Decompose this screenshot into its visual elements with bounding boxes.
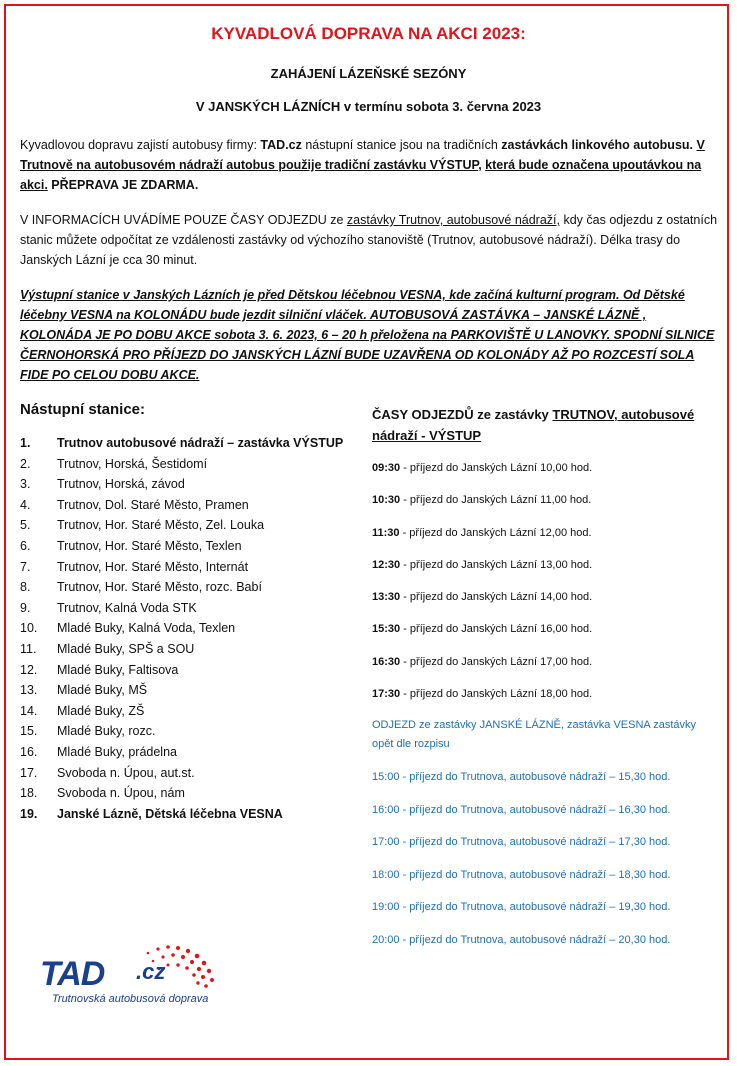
tad-logo (38, 935, 238, 1015)
stop-item (20, 598, 360, 619)
stop-name: Mladé Buky, Kalná Voda, Texlen (57, 621, 236, 636)
stop-name: Svoboda n. Úpou, aut.st. (57, 765, 195, 780)
departure-time: 11:30 (372, 526, 400, 539)
stop-item (20, 433, 360, 454)
event-date-subtitle: V JANSKÝCH LÁZNÍCH v termínu sobota 3. června 2023 (195, 99, 542, 114)
stop-name: Mladé Buky, Faltisova (57, 662, 179, 677)
stop-number: 1. (20, 436, 31, 450)
return-item: 16:00 - příjezd do Trutnova, autobusové nádraží – 16,30 hod. (372, 803, 671, 816)
stop-number: 11. (20, 641, 37, 656)
trutnov-stop-note: V Trutnově na autobusovém nádraží autobus použije tradiční zastávku VÝSTUP (20, 138, 705, 172)
info-text: V INFORMACÍCH UVÁDÍME POUZE ČASY ODJEZDU ze (20, 213, 347, 227)
info-stop-name: zastávky Trutnov, autobusové nádraží, (346, 213, 560, 227)
arrival-text: - příjezd do Janských Lázní 10,00 hod. (400, 462, 593, 474)
info-text: kdy čas odjezdu z ostatních stanic můžete odpočítat ze vzdálenosti zastávky od výchozího stanoviště (Trutnov, autobusové nádraží). Délka trasy do Janských Lázní je cca 30 minut. (20, 213, 718, 267)
stop-item (20, 783, 360, 804)
stop-item (20, 618, 360, 639)
stop-item (20, 474, 360, 495)
departure-item (372, 684, 722, 716)
stop-item (20, 577, 360, 598)
event-subtitle: ZAHÁJENÍ LÁZEŇSKÉ SEZÓNY (270, 66, 467, 81)
departure-item (372, 523, 722, 555)
stops-list (20, 433, 360, 824)
intro-text: Kyvadlovou dopravu zajistí autobusy firmy: (20, 138, 261, 152)
stop-item (20, 495, 360, 516)
stop-relocation-notice: AUTOBUSOVÁ ZASTÁVKA – JANSKÉ LÁZNĚ , KOLONÁDA JE PO DOBU AKCE sobota 3. 6. 2023, 6 – 20 h přeložena na PARKOVIŠTĚ U LANOVKY. SPODNÍ SILNICE ČERNOHORSKÁ PRO PŘÍJEZD DO JANSKÝCH LÁZNÍ BUDE UZAVŘENA OD KOLONÁDY AŽ PO ROZCESTÍ SOLA FIDE PO CELOU DOBU AKCE. (20, 308, 715, 382)
arrival-text: - příjezd do Janských Lázní 14,00 hod. (400, 591, 593, 604)
arrival-text: - příjezd do Janských Lázní 11,00 hod. (400, 494, 592, 507)
departure-time: 17:30 (372, 688, 401, 701)
departure-item (372, 587, 722, 619)
departures-heading: ČASY ODJEZDŮ ze zastávky TRUTNOV, autobusové nádraží - VÝSTUP (372, 407, 695, 443)
stop-item (20, 454, 360, 475)
return-item: 20:00 - příjezd do Trutnova, autobusové nádraží – 20,30 hod. (372, 933, 671, 946)
exit-station-paragraph (20, 285, 720, 385)
stop-number: 16. (20, 744, 38, 759)
stop-number: 14. (20, 703, 38, 718)
stop-name: Mladé Buky, ZŠ (57, 703, 145, 718)
departure-time: 10:30 (372, 494, 401, 507)
info-paragraph (20, 210, 720, 270)
exit-station-text: Výstupní stanice v Janských Lázních je před Dětskou léčebnou VESNA, kde začíná kulturní program. Od Dětské léčebny VESNA na KOLONÁDU bude jezdit silniční vláček. (20, 288, 685, 322)
stop-name: Mladé Buky, MŠ (57, 683, 148, 698)
stop-name: Trutnov, Hor. Staré Město, rozc. Babí (57, 580, 262, 595)
departure-item (372, 458, 722, 490)
stop-name: Janské Lázně, Dětská léčebna VESNA (57, 806, 283, 821)
departure-time: 16:30 (372, 655, 401, 668)
departure-time: 13:30 (372, 591, 401, 604)
arrival-text: - příjezd do Janských Lázní 16,00 hod. (400, 623, 593, 636)
departure-time: 12:30 (372, 558, 401, 571)
stop-item (20, 660, 360, 681)
departure-stop-name: TRUTNOV, autobusové nádraží - VÝSTUP (372, 407, 695, 443)
stop-item (20, 515, 360, 536)
logo-domain: .cz (136, 959, 166, 984)
stop-number: 12. (20, 662, 38, 677)
stop-number: 5. (20, 518, 31, 533)
departure-item (372, 619, 722, 651)
stop-name: Trutnov, Horská, závod (57, 477, 185, 492)
stop-number: 4. (20, 497, 31, 512)
stop-name: Trutnov, Horská, Šestidomí (57, 456, 208, 471)
intro-text: nástupní stanice jsou na tradičních (301, 138, 502, 152)
departures-list (372, 458, 722, 716)
stop-item (20, 536, 360, 557)
stop-number: 18. (20, 786, 38, 801)
page-title: KYVADLOVÁ DOPRAVA NA AKCI 2023: (211, 24, 526, 43)
stop-number: 7. (20, 559, 31, 574)
stop-item (20, 701, 360, 722)
arrival-text: - příjezd do Janských Lázní 18,00 hod. (400, 688, 593, 701)
departure-item (372, 652, 722, 684)
stop-name: Svoboda n. Úpou, nám (57, 786, 185, 801)
return-item: 15:00 - příjezd do Trutnova, autobusové nádraží – 15,30 hod. (372, 771, 671, 783)
stop-item (20, 680, 360, 701)
company-name: TAD.cz (260, 138, 302, 152)
logo-brand: TAD (40, 955, 105, 993)
free-transport-note: PŘEPRAVA JE ZDARMA. (47, 178, 199, 192)
stop-name: Trutnov, Kalná Voda STK (57, 600, 197, 615)
arrival-text: - příjezd do Janských Lázní 12,00 hod. (399, 526, 592, 539)
stop-name: Mladé Buky, SPŠ a SOU (57, 641, 195, 656)
stop-name: Trutnov, Dol. Staré Město, Pramen (57, 497, 249, 512)
stop-name: Trutnov, Hor. Staré Město, Internát (57, 559, 249, 574)
logo-tagline: Trutnovská autobusová doprava (52, 993, 209, 1005)
return-item: 19:00 - příjezd do Trutnova, autobusové nádraží – 19,30 hod. (372, 901, 671, 913)
sign-note: která bude označena upoutávkou na akci. (20, 158, 702, 192)
departure-item (372, 555, 722, 587)
stop-item (20, 742, 360, 763)
stop-name: Mladé Buky, rozc. (57, 724, 156, 739)
stop-name: Trutnov autobusové nádraží – zastávka VÝSTUP (57, 436, 344, 450)
stop-number: 3. (20, 477, 31, 492)
departure-time: 15:30 (372, 623, 401, 636)
stops-heading: Nástupní stanice: (20, 401, 146, 418)
stop-number: 15. (20, 724, 38, 739)
intro-paragraph: Kyvadlovou dopravu zajistí autobusy firmy: TAD.cz nástupní stanice jsou na tradičních zastávkách linkového autobusu. V Trutnově na autobusovém nádraží autobus použije tradiční zastávku VÝSTUP, která bude označena upoutávkou na akci. PŘEPRAVA JE ZDARMA. (20, 138, 705, 192)
stop-number: 6. (20, 538, 31, 553)
stop-number: 8. (20, 580, 31, 595)
stop-item (20, 763, 360, 784)
stop-name: Mladé Buky, prádelna (57, 744, 177, 759)
returns-list (372, 767, 727, 962)
departure-item (372, 490, 722, 522)
return-item: 17:00 - příjezd do Trutnova, autobusové nádraží – 17,30 hod. (372, 836, 671, 848)
stop-name: Trutnov, Hor. Staré Město, Texlen (57, 538, 242, 553)
stop-item (20, 639, 360, 660)
return-note: ODJEZD ze zastávky JANSKÉ LÁZNĚ, zastávka VESNA zastávky opět dle rozpisu (372, 719, 696, 750)
stop-number: 19. (20, 806, 38, 821)
stop-name: Trutnov, Hor. Staré Město, Zel. Louka (57, 518, 265, 533)
departure-time: 09:30 (372, 462, 401, 474)
stop-number: 10. (20, 621, 38, 636)
intro-bold-text: zastávkách linkového autobusu. (501, 138, 693, 152)
stop-number: 13. (20, 683, 38, 698)
stop-item (20, 721, 360, 742)
stop-item (20, 804, 360, 825)
return-item: 18:00 - příjezd do Trutnova, autobusové nádraží – 18,30 hod. (372, 868, 671, 881)
stop-number: 2. (20, 456, 31, 471)
stop-number: 9. (20, 600, 31, 615)
arrival-text: - příjezd do Janských Lázní 13,00 hod. (400, 558, 593, 571)
stop-item (20, 557, 360, 578)
stop-number: 17. (20, 765, 38, 780)
arrival-text: - příjezd do Janských Lázní 17,00 hod. (400, 655, 593, 668)
